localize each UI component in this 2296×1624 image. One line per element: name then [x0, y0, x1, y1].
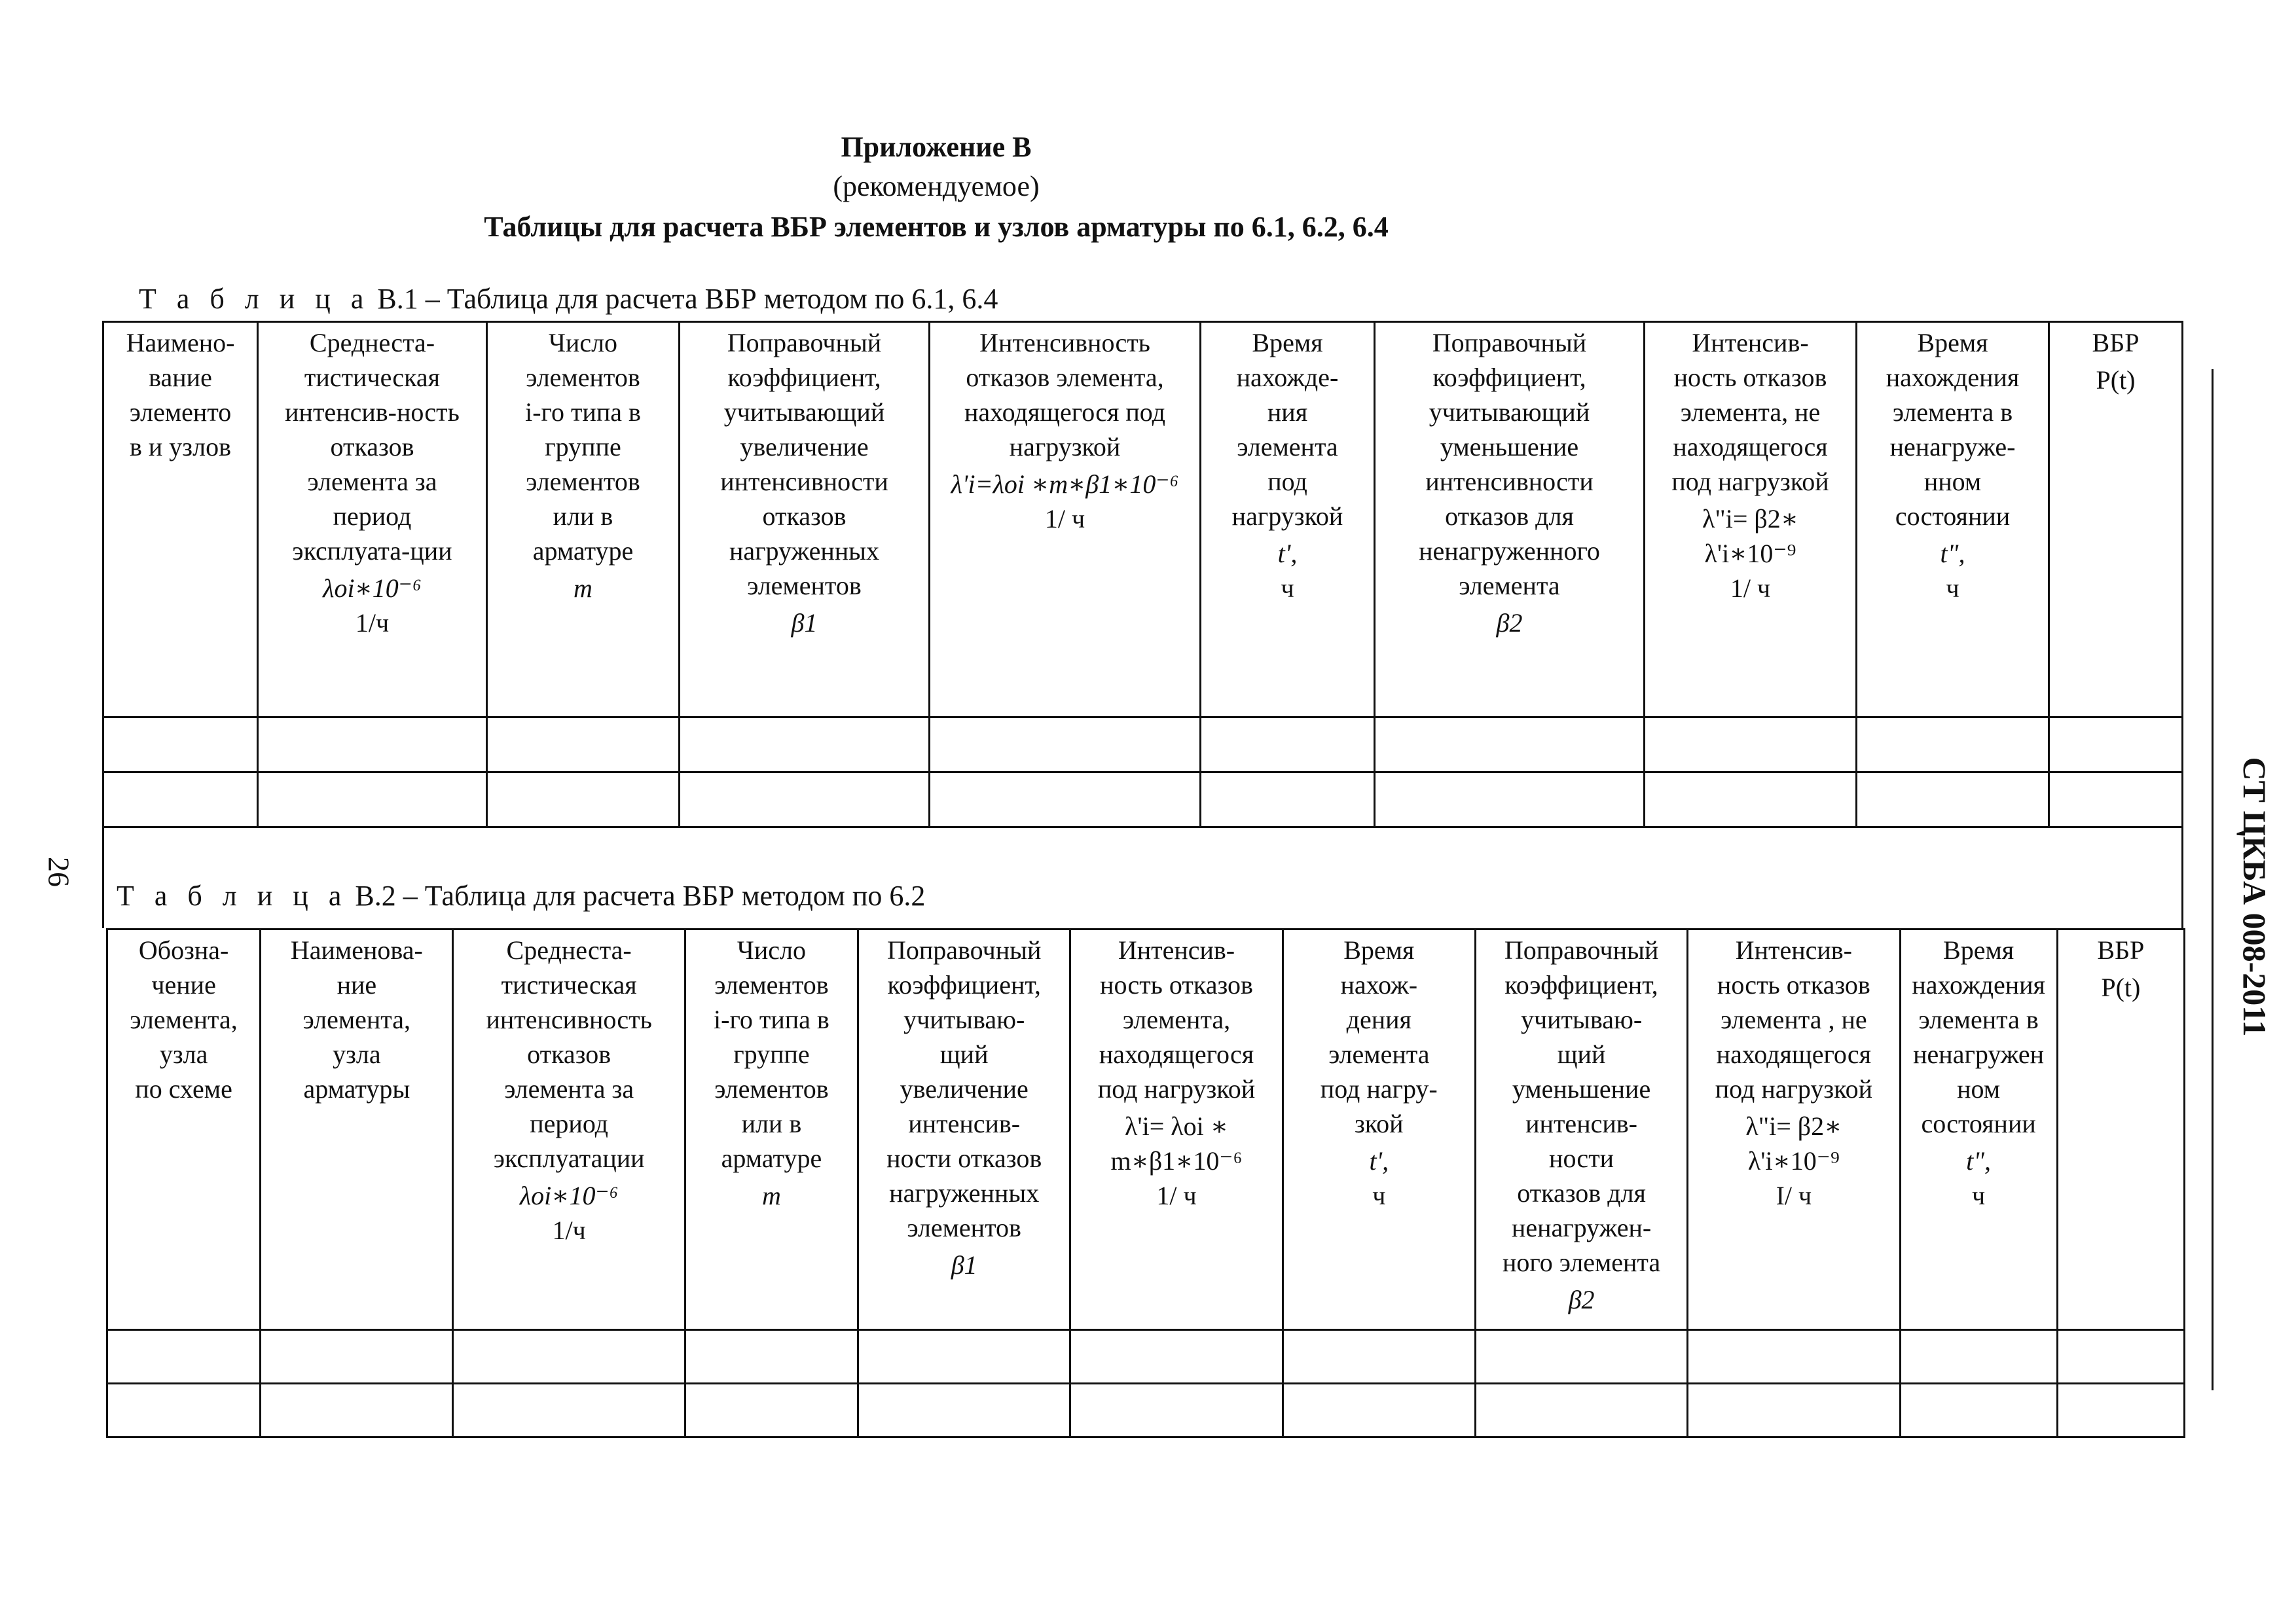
table1 [102, 321, 2183, 828]
column-title-line: элементо [129, 397, 232, 427]
formula-line: t', [1277, 539, 1298, 568]
empty-cell[interactable] [487, 717, 680, 772]
column-title-line: или в [741, 1109, 802, 1138]
empty-cell[interactable] [1375, 717, 1645, 772]
table2 [106, 928, 2185, 1438]
table2-header-row [107, 929, 2185, 1330]
column-title-line: вание [149, 363, 212, 392]
table1-caption-text: В.1 – Таблица для расчета ВБР методом по 6.1, 6.4 [370, 283, 998, 315]
column-title-line: интенсив-ность [285, 397, 460, 427]
column-title-line: нагруженных [729, 536, 880, 566]
formula-line: t", [1940, 539, 1965, 568]
column-title-line: нном [1923, 467, 1982, 496]
column-title-line: Интенсив- [1692, 328, 1809, 357]
column-title-line: Число [737, 935, 806, 965]
column-title-line: находящегося под [964, 397, 1165, 427]
table1-data-row [103, 772, 2183, 827]
formula-line: λ'i∗10⁻⁹ [1747, 1146, 1840, 1176]
column-title-line: увеличение [900, 1074, 1029, 1104]
column-title-line: ненагружен [1913, 1039, 2045, 1069]
formula-line: λ"i= β2∗ [1745, 1111, 1842, 1141]
formula-line: 1/ ч [1156, 1181, 1197, 1210]
column-title [684, 325, 924, 603]
column-title-line: нагрузкой [1231, 501, 1343, 531]
column-title-line: щий [939, 1039, 989, 1069]
column-title [1379, 325, 1639, 603]
table2-header-cell [2057, 929, 2184, 1330]
column-title [1649, 325, 1851, 499]
empty-cell[interactable] [258, 772, 487, 827]
column-formula [2062, 967, 2179, 1005]
column-formula [1649, 499, 1851, 605]
column-formula [1692, 1106, 1895, 1213]
column-title-line: Поправочный [1504, 935, 1659, 965]
table1-header-cell [258, 322, 487, 717]
column-title [1692, 933, 1895, 1106]
empty-cell[interactable] [1375, 772, 1645, 827]
table2-header-cell [1900, 929, 2057, 1330]
empty-cell[interactable] [1475, 1384, 1687, 1437]
formula-line: m [761, 1181, 781, 1210]
empty-cell[interactable] [258, 717, 487, 772]
formula-line: 1/ ч [1730, 573, 1771, 603]
column-title-line: Интенсив- [1118, 935, 1235, 965]
column-title-line: зкой [1354, 1109, 1404, 1138]
empty-cell[interactable] [107, 1384, 261, 1437]
column-title-line: ненагружен- [1511, 1213, 1652, 1242]
column-title-line: элемента, [1122, 1005, 1231, 1034]
column-formula [863, 1245, 1065, 1282]
table2-header-cell [1475, 929, 1687, 1330]
column-title-line: элементов [747, 571, 862, 600]
column-title-line: интенсивности [1425, 467, 1594, 496]
column-title-line: Наимено- [126, 328, 235, 357]
column-title-line: элемента , не [1721, 1005, 1867, 1034]
column-title [863, 933, 1065, 1245]
empty-cell[interactable] [1688, 1330, 1900, 1384]
table2-data-row [107, 1384, 2185, 1437]
column-title-line: элемента [1328, 1039, 1430, 1069]
formula-line: β1 [951, 1250, 977, 1280]
column-title-line: арматуры [303, 1074, 410, 1104]
table2-header-cell [107, 929, 261, 1330]
column-title-line: тистическая [304, 363, 441, 392]
formula-line: ч [1281, 573, 1294, 603]
formula-line: λoi∗10⁻⁶ [323, 573, 422, 603]
column-title [458, 933, 680, 1176]
empty-cell[interactable] [103, 772, 258, 827]
appendix-status: (рекомендуемое) [833, 170, 1040, 202]
table2-header-cell [1070, 929, 1283, 1330]
column-title [263, 325, 482, 568]
column-title-line: ненагруженного [1419, 536, 1600, 566]
column-title-line: элемента в [1892, 397, 2013, 427]
formula-line: 1/ч [552, 1216, 586, 1245]
empty-cell[interactable] [487, 772, 680, 827]
column-title-line: элемента за [307, 467, 437, 496]
column-formula [492, 568, 674, 605]
column-title-line: находящегося [1716, 1039, 1872, 1069]
column-title-line: дения [1346, 1005, 1412, 1034]
column-title-line: отказов [330, 432, 414, 461]
column-title [2054, 325, 2178, 360]
column-formula [690, 1176, 853, 1213]
column-title [1861, 325, 2044, 533]
column-title-line: узла [159, 1039, 208, 1069]
column-title-line: Поправочный [1432, 328, 1587, 357]
column-formula [458, 1176, 680, 1248]
table2-header-cell [261, 929, 453, 1330]
table1-header-cell [2049, 322, 2183, 717]
empty-cell[interactable] [1201, 772, 1375, 827]
empty-cell[interactable] [1645, 717, 1857, 772]
column-title-line: уменьшение [1512, 1074, 1651, 1104]
empty-cell[interactable] [2049, 717, 2183, 772]
column-title-line: элемента в [1918, 1005, 2039, 1034]
column-title-line: элементов [526, 363, 640, 392]
column-title-line: учитывающий [1429, 397, 1590, 427]
empty-cell[interactable] [1645, 772, 1857, 827]
formula-line: ч [1372, 1181, 1386, 1210]
column-title-line: уменьшение [1440, 432, 1579, 461]
column-title-line: элемента за [504, 1074, 634, 1104]
column-title-line: элемента, не [1680, 397, 1821, 427]
column-formula [1480, 1280, 1683, 1317]
column-title-line: ность отказов [1673, 363, 1827, 392]
column-title-line: i-го типа в [714, 1005, 829, 1034]
table2-caption [117, 880, 925, 912]
formula-line: λ'i= λoi ∗ [1125, 1111, 1228, 1141]
table2-header-cell [1283, 929, 1475, 1330]
column-title-line: отказов для [1517, 1178, 1646, 1208]
empty-cell[interactable] [858, 1384, 1070, 1437]
table1-caption [139, 283, 998, 316]
column-title-line: состоянии [1921, 1109, 2036, 1138]
column-title-line: или в [553, 501, 613, 531]
column-title-line: щий [1557, 1039, 1606, 1069]
table1-caption-prefix: Т а б л и ц а [139, 283, 371, 315]
column-title-line: группе [733, 1039, 810, 1069]
column-title-line: тистическая [501, 970, 637, 1000]
column-title-line: i-го типа в [525, 397, 641, 427]
column-title-line: Наименова- [290, 935, 423, 965]
column-title-line: интенсивности [720, 467, 888, 496]
table1-header-cell [680, 322, 930, 717]
table2-header-cell [453, 929, 685, 1330]
column-title-line: ного элемента [1502, 1248, 1661, 1277]
column-formula [1861, 533, 2044, 605]
column-formula [112, 1106, 255, 1109]
column-title [690, 933, 853, 1176]
column-title-line: ности отказов [886, 1144, 1042, 1173]
table1-header-row [103, 322, 2183, 717]
empty-cell[interactable] [1283, 1330, 1475, 1384]
formula-line: P(t) [2101, 973, 2141, 1002]
column-title-line: коэффициент, [727, 363, 881, 392]
empty-cell[interactable] [2057, 1384, 2184, 1437]
table2-caption-text: В.2 – Таблица для расчета ВБР методом по 6.2 [348, 880, 926, 912]
empty-cell[interactable] [1900, 1384, 2057, 1437]
column-formula [1379, 603, 1639, 640]
column-title-line: коэффициент, [887, 970, 1041, 1000]
column-title-line: коэффициент, [1432, 363, 1586, 392]
empty-cell[interactable] [2049, 772, 2183, 827]
column-formula [934, 464, 1195, 536]
column-title [2062, 933, 2179, 967]
column-title [108, 325, 253, 464]
column-formula [263, 568, 482, 640]
appendix-subtitle: Таблицы для расчета ВБР элементов и узлов арматуры по 6.1, 6.2, 6.4 [484, 211, 1389, 243]
column-title-line: Поправочный [886, 935, 1042, 965]
table1-header-cell [1857, 322, 2049, 717]
table2-header-cell [685, 929, 858, 1330]
column-title-line: учитываю- [1520, 1005, 1643, 1034]
column-formula [1075, 1106, 1277, 1213]
empty-cell[interactable] [685, 1330, 858, 1384]
formula-line: 1/ч [355, 608, 390, 638]
table2-header-cell [1688, 929, 1900, 1330]
formula-line: m [574, 573, 592, 603]
column-formula [265, 1106, 448, 1109]
empty-cell[interactable] [685, 1384, 858, 1437]
sheet-frame-edge [2212, 369, 2214, 1390]
column-title-line: элементов [907, 1213, 1021, 1242]
column-title-line: ность отказов [1100, 970, 1253, 1000]
column-title [265, 933, 448, 1106]
empty-cell[interactable] [1070, 1384, 1283, 1437]
empty-cell[interactable] [1201, 717, 1375, 772]
formula-line: λoi∗10⁻⁶ [519, 1181, 619, 1210]
column-title-line: элемента, [302, 1005, 411, 1034]
column-title-line: по схеме [135, 1074, 232, 1104]
formula-line: I/ ч [1776, 1181, 1812, 1210]
table1-header-cell [1375, 322, 1645, 717]
empty-cell[interactable] [1857, 717, 2049, 772]
column-title-line: узла [333, 1039, 381, 1069]
column-title-line: группе [545, 432, 621, 461]
formula-line: λ"i= β2∗ [1702, 504, 1798, 533]
column-title-line: чение [151, 970, 216, 1000]
formula-line: λ'i=λoi ∗m∗β1∗10⁻⁶ [951, 469, 1179, 499]
column-formula [1205, 533, 1370, 605]
table1-header-cell [1645, 322, 1857, 717]
column-title [1075, 933, 1277, 1106]
column-title-line: интенсив- [1525, 1109, 1637, 1138]
column-formula [684, 603, 924, 640]
column-title [1288, 933, 1470, 1141]
column-formula [1288, 1141, 1470, 1213]
empty-cell[interactable] [1475, 1330, 1687, 1384]
column-title-line: нагрузкой [1009, 432, 1121, 461]
column-title [112, 933, 255, 1106]
column-title-line: эксплуатации [493, 1144, 645, 1173]
column-title [934, 325, 1195, 464]
column-title-line: период [333, 501, 412, 531]
column-title-line: ненагруже- [1889, 432, 2016, 461]
table1-header-cell [103, 322, 258, 717]
appendix-title: Приложение В [841, 131, 1032, 163]
formula-line: β2 [1568, 1285, 1595, 1314]
column-title-line: Время [1943, 935, 2014, 965]
document-code: СТ ЦКБА 008-2011 [2236, 757, 2273, 1037]
column-title-line: элементов [526, 467, 640, 496]
table2-caption-prefix: Т а б л и ц а [117, 880, 348, 912]
column-title-line: под нагру- [1320, 1074, 1438, 1104]
formula-line: λ'i∗10⁻⁹ [1704, 539, 1796, 568]
column-title-line: элементов [714, 970, 829, 1000]
sheet-frame-edge [2181, 826, 2183, 928]
column-title-line: элемента [1459, 571, 1560, 600]
empty-cell[interactable] [453, 1384, 685, 1437]
empty-cell[interactable] [261, 1384, 453, 1437]
formula-line: β2 [1496, 608, 1523, 638]
column-title [492, 325, 674, 568]
empty-cell[interactable] [930, 772, 1201, 827]
column-title-line: отказов элемента, [966, 363, 1164, 392]
column-title-line: под [1267, 467, 1307, 496]
column-title-line: находящегося [1099, 1039, 1254, 1069]
table2-data-row [107, 1330, 2185, 1384]
column-title-line: интенсив- [908, 1109, 1021, 1138]
column-title-line: период [530, 1109, 609, 1138]
column-title-line: учитываю- [903, 1005, 1025, 1034]
empty-cell[interactable] [1283, 1384, 1475, 1437]
empty-cell[interactable] [1070, 1330, 1283, 1384]
empty-cell[interactable] [2057, 1330, 2184, 1384]
formula-line: β1 [791, 608, 818, 638]
column-title-line: ном [1957, 1074, 2001, 1104]
column-title-line: нахож- [1340, 970, 1418, 1000]
table1-header-cell [1201, 322, 1375, 717]
table1-header-cell [487, 322, 680, 717]
column-title-line: элемента [1237, 432, 1338, 461]
empty-cell[interactable] [930, 717, 1201, 772]
column-title-line: увеличение [740, 432, 869, 461]
column-title-line: нагруженных [889, 1178, 1040, 1208]
formula-line: t', [1369, 1146, 1389, 1176]
page-number: 26 [42, 857, 76, 887]
column-title-line: находящегося [1673, 432, 1828, 461]
column-title [1205, 325, 1370, 533]
formula-line: ч [1946, 573, 1959, 603]
column-title-line: отказов для [1445, 501, 1574, 531]
sheet-frame-edge [102, 826, 104, 928]
column-title-line: состоянии [1895, 501, 2011, 531]
column-title-line: Время [1917, 328, 1988, 357]
column-title-line: арматуре [721, 1144, 822, 1173]
empty-cell[interactable] [107, 1330, 261, 1384]
column-title-line: Поправочный [727, 328, 882, 357]
formula-line: 1/ ч [1044, 504, 1085, 533]
formula-line: ч [1972, 1181, 1986, 1210]
empty-cell[interactable] [680, 772, 930, 827]
column-title-line: Число [548, 328, 618, 357]
column-title-line: ности [1549, 1144, 1614, 1173]
column-title-line: коэффициент, [1504, 970, 1658, 1000]
column-title-line: элементов [714, 1074, 829, 1104]
empty-cell[interactable] [1857, 772, 2049, 827]
column-title [1480, 933, 1683, 1280]
formula-line: P(t) [2096, 365, 2136, 395]
column-title-line: ния [1267, 397, 1308, 427]
formula-line: t", [1966, 1146, 1992, 1176]
column-formula [2054, 360, 2178, 397]
column-title-line: в и узлов [130, 432, 231, 461]
column-title-line: учитывающий [723, 397, 885, 427]
column-title-line: Интенсив- [1735, 935, 1852, 965]
column-title-line: нахожде- [1236, 363, 1339, 392]
column-formula [108, 464, 253, 467]
column-title-line: под нагрузкой [1715, 1074, 1872, 1104]
column-title-line: под нагрузкой [1097, 1074, 1256, 1104]
column-title-line: отказов [762, 501, 847, 531]
column-title [1905, 933, 2052, 1141]
column-title-line: Среднеста- [309, 328, 435, 357]
column-title-line: под нагрузкой [1671, 467, 1829, 496]
empty-cell[interactable] [858, 1330, 1070, 1384]
formula-line: m∗β1∗10⁻⁶ [1110, 1146, 1243, 1176]
table1-data-row [103, 717, 2183, 772]
column-title-line: отказов [527, 1039, 611, 1069]
column-title-line: Обозна- [138, 935, 229, 965]
column-title-line: интенсивность [486, 1005, 652, 1034]
column-title-line: ВБР [2097, 935, 2145, 965]
column-title-line: ВБР [2092, 328, 2140, 357]
table2-header-cell [858, 929, 1070, 1330]
column-title-line: арматуре [532, 536, 634, 566]
table1-header-cell [930, 322, 1201, 717]
empty-cell[interactable] [1900, 1330, 2057, 1384]
empty-cell[interactable] [103, 717, 258, 772]
empty-cell[interactable] [680, 717, 930, 772]
column-title-line: элемента, [130, 1005, 238, 1034]
column-title-line: Время [1343, 935, 1415, 965]
column-title-line: нахождения [1912, 970, 2045, 1000]
column-title-line: эксплуата-ции [292, 536, 452, 566]
column-title-line: ние [337, 970, 377, 1000]
empty-cell[interactable] [261, 1330, 453, 1384]
column-title-line: Интенсивность [979, 328, 1150, 357]
column-title-line: ность отказов [1717, 970, 1870, 1000]
empty-cell[interactable] [1688, 1384, 1900, 1437]
column-title-line: Среднеста- [506, 935, 632, 965]
empty-cell[interactable] [453, 1330, 685, 1384]
column-formula [1905, 1141, 2052, 1213]
column-title-line: нахождения [1886, 363, 2020, 392]
column-title-line: Время [1252, 328, 1323, 357]
